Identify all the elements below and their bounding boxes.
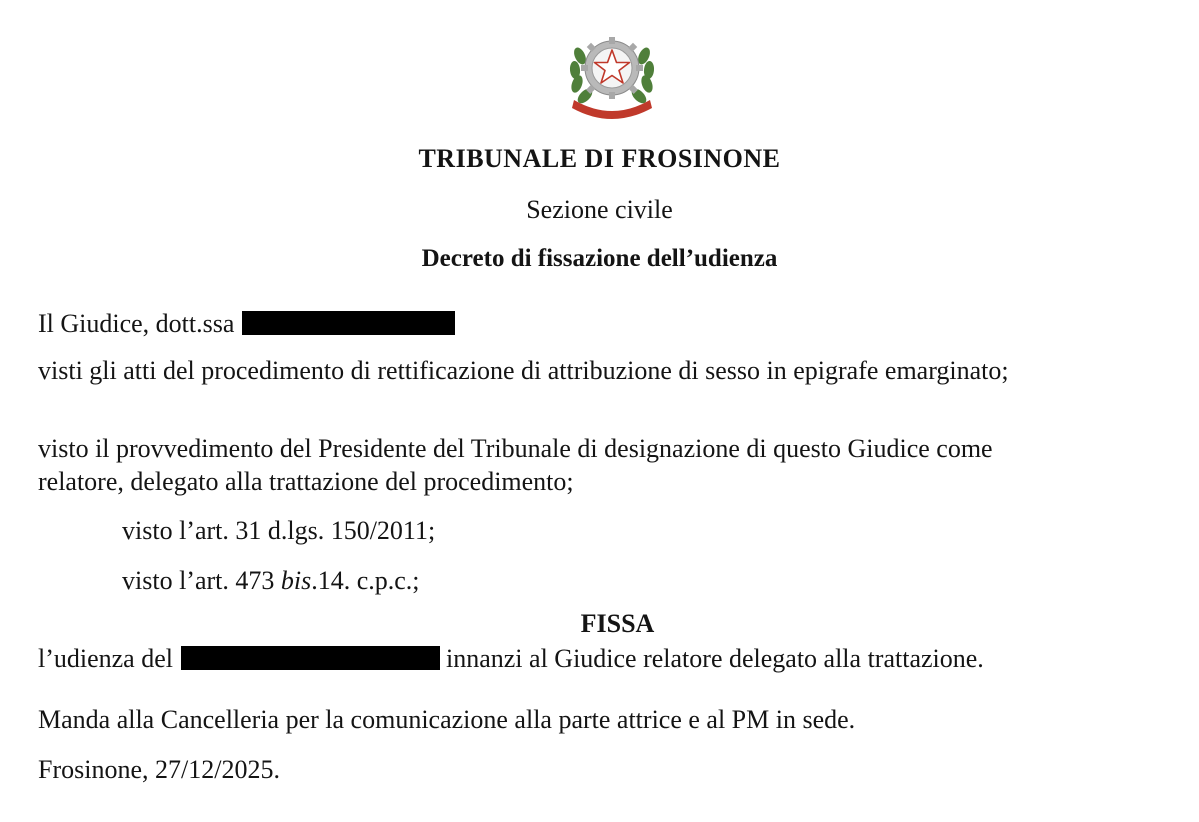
judge-line [38,309,455,339]
visto-art-473-prefix: visto l’art. 473 [122,566,281,595]
visto-provvedimento-line-2: relatore, delegato alla trattazione del procedimento; [38,467,574,496]
repubblica-italiana-emblem-icon [566,26,658,122]
redacted-judge-name [242,311,455,335]
judge-prefix: Il Giudice, dott.ssa [38,309,235,338]
udienza-suffix: innanzi al Giudice relatore delegato alla trattazione. [446,644,984,673]
udienza-prefix: l’udienza del [38,644,173,673]
place-date-line: Frosinone, 27/12/2025. [38,755,280,784]
visti-atti-line: visti gli atti del procedimento di rettificazione di attribuzione di sesso in epigrafe emarginato; [38,356,1009,385]
visto-art-473 [122,566,420,596]
fissa-heading: FISSA [580,609,655,638]
visto-art-31: visto l’art. 31 d.lgs. 150/2011; [122,516,436,545]
visto-art-473-suffix: .14. c.p.c.; [311,566,420,595]
manda-line: Manda alla Cancelleria per la comunicazione alla parte attrice e al PM in sede. [38,705,856,734]
court-name: TRIBUNALE DI FROSINONE [418,144,781,173]
visto-provvedimento-line-1: visto il provvedimento del Presidente del Tribunale di designazione di questo Giudice come [38,434,993,463]
redacted-hearing-date [181,646,440,670]
decree-title: Decreto di fissazione dell’udienza [421,245,778,272]
section-name: Sezione civile [526,195,673,224]
visto-art-473-italic: bis [280,566,312,595]
udienza-line [38,644,984,674]
